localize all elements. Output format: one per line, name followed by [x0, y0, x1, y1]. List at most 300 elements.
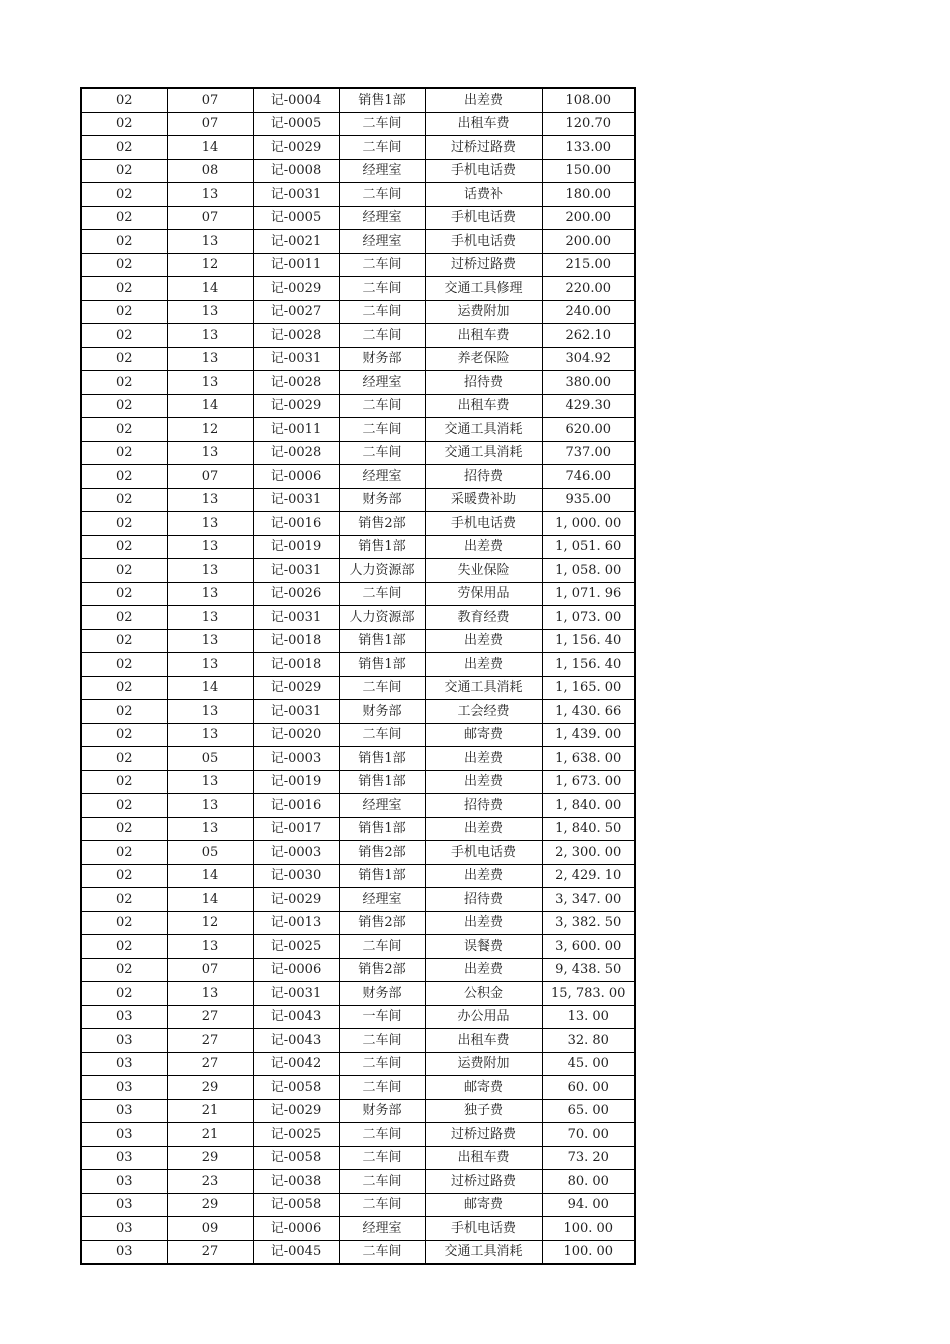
day-cell: 05 [167, 747, 253, 771]
department-cell: 二车间 [339, 1170, 425, 1194]
department-cell: 二车间 [339, 935, 425, 959]
month-cell: 02 [81, 230, 167, 254]
expense-type-cell: 公积金 [425, 982, 542, 1006]
voucher-cell: 记-0011 [253, 418, 339, 442]
voucher-cell: 记-0006 [253, 465, 339, 489]
department-cell: 销售1部 [339, 88, 425, 112]
day-cell: 13 [167, 935, 253, 959]
amount-cell: 304.92 [542, 347, 635, 371]
voucher-cell: 记-0031 [253, 606, 339, 630]
expense-type-cell: 过桥过路费 [425, 1123, 542, 1147]
day-cell: 27 [167, 1052, 253, 1076]
table-row [81, 465, 635, 489]
voucher-cell: 记-0031 [253, 982, 339, 1006]
table-row [81, 606, 635, 630]
expense-type-cell: 出差费 [425, 747, 542, 771]
table-row [81, 183, 635, 207]
voucher-cell: 记-0011 [253, 253, 339, 277]
voucher-cell: 记-0029 [253, 676, 339, 700]
month-cell: 02 [81, 159, 167, 183]
day-cell: 13 [167, 230, 253, 254]
amount-cell: 70. 00 [542, 1123, 635, 1147]
expense-type-cell: 失业保险 [425, 559, 542, 583]
table-row [81, 911, 635, 935]
voucher-cell: 记-0031 [253, 347, 339, 371]
voucher-cell: 记-0043 [253, 1005, 339, 1029]
expense-type-cell: 邮寄费 [425, 1193, 542, 1217]
table-row [81, 559, 635, 583]
department-cell: 经理室 [339, 206, 425, 230]
voucher-cell: 记-0029 [253, 888, 339, 912]
table-row [81, 394, 635, 418]
month-cell: 02 [81, 888, 167, 912]
month-cell: 02 [81, 629, 167, 653]
month-cell: 03 [81, 1193, 167, 1217]
voucher-cell: 记-0028 [253, 441, 339, 465]
expense-type-cell: 工会经费 [425, 700, 542, 724]
amount-cell: 94. 00 [542, 1193, 635, 1217]
day-cell: 07 [167, 206, 253, 230]
expense-type-cell: 出差费 [425, 770, 542, 794]
department-cell: 销售2部 [339, 512, 425, 536]
month-cell: 02 [81, 700, 167, 724]
amount-cell: 133.00 [542, 136, 635, 160]
department-cell: 经理室 [339, 159, 425, 183]
amount-cell: 1, 638. 00 [542, 747, 635, 771]
voucher-cell: 记-0027 [253, 300, 339, 324]
month-cell: 02 [81, 770, 167, 794]
department-cell: 人力资源部 [339, 559, 425, 583]
department-cell: 二车间 [339, 1052, 425, 1076]
expense-type-cell: 出差费 [425, 535, 542, 559]
day-cell: 29 [167, 1193, 253, 1217]
day-cell: 13 [167, 535, 253, 559]
department-cell: 二车间 [339, 676, 425, 700]
month-cell: 03 [81, 1240, 167, 1264]
amount-cell: 45. 00 [542, 1052, 635, 1076]
table-row [81, 1123, 635, 1147]
department-cell: 二车间 [339, 441, 425, 465]
table-row [81, 206, 635, 230]
department-cell: 二车间 [339, 418, 425, 442]
department-cell: 销售1部 [339, 817, 425, 841]
expense-type-cell: 招待费 [425, 465, 542, 489]
voucher-cell: 记-0031 [253, 488, 339, 512]
expense-type-cell: 过桥过路费 [425, 136, 542, 160]
voucher-cell: 记-0038 [253, 1170, 339, 1194]
amount-cell: 2, 429. 10 [542, 864, 635, 888]
expense-type-cell: 手机电话费 [425, 512, 542, 536]
month-cell: 02 [81, 535, 167, 559]
expense-type-cell: 出差费 [425, 864, 542, 888]
amount-cell: 3, 600. 00 [542, 935, 635, 959]
month-cell: 03 [81, 1052, 167, 1076]
amount-cell: 1, 051. 60 [542, 535, 635, 559]
day-cell: 13 [167, 700, 253, 724]
table-row [81, 582, 635, 606]
amount-cell: 120.70 [542, 112, 635, 136]
month-cell: 02 [81, 864, 167, 888]
day-cell: 14 [167, 136, 253, 160]
voucher-cell: 记-0058 [253, 1076, 339, 1100]
department-cell: 二车间 [339, 1193, 425, 1217]
day-cell: 14 [167, 888, 253, 912]
table-row [81, 1052, 635, 1076]
voucher-cell: 记-0028 [253, 324, 339, 348]
amount-cell: 215.00 [542, 253, 635, 277]
amount-cell: 32. 80 [542, 1029, 635, 1053]
amount-cell: 1, 439. 00 [542, 723, 635, 747]
department-cell: 销售1部 [339, 770, 425, 794]
department-cell: 销售2部 [339, 841, 425, 865]
month-cell: 02 [81, 982, 167, 1006]
amount-cell: 1, 430. 66 [542, 700, 635, 724]
amount-cell: 1, 073. 00 [542, 606, 635, 630]
voucher-cell: 记-0013 [253, 911, 339, 935]
department-cell: 二车间 [339, 136, 425, 160]
voucher-cell: 记-0016 [253, 794, 339, 818]
voucher-cell: 记-0025 [253, 935, 339, 959]
voucher-cell: 记-0029 [253, 1099, 339, 1123]
day-cell: 13 [167, 324, 253, 348]
day-cell: 13 [167, 982, 253, 1006]
voucher-cell: 记-0018 [253, 629, 339, 653]
table-row [81, 300, 635, 324]
voucher-cell: 记-0058 [253, 1193, 339, 1217]
month-cell: 02 [81, 183, 167, 207]
department-cell: 销售1部 [339, 653, 425, 677]
table-row [81, 535, 635, 559]
table-row [81, 277, 635, 301]
month-cell: 03 [81, 1005, 167, 1029]
department-cell: 经理室 [339, 371, 425, 395]
voucher-cell: 记-0026 [253, 582, 339, 606]
month-cell: 03 [81, 1146, 167, 1170]
day-cell: 13 [167, 794, 253, 818]
table-row [81, 1076, 635, 1100]
expense-type-cell: 误餐费 [425, 935, 542, 959]
month-cell: 02 [81, 559, 167, 583]
month-cell: 02 [81, 418, 167, 442]
department-cell: 经理室 [339, 794, 425, 818]
month-cell: 02 [81, 324, 167, 348]
expense-type-cell: 手机电话费 [425, 159, 542, 183]
expense-type-cell: 出租车费 [425, 1029, 542, 1053]
day-cell: 29 [167, 1076, 253, 1100]
month-cell: 03 [81, 1123, 167, 1147]
expense-type-cell: 手机电话费 [425, 206, 542, 230]
voucher-cell: 记-0031 [253, 183, 339, 207]
table-row [81, 1240, 635, 1264]
amount-cell: 3, 347. 00 [542, 888, 635, 912]
department-cell: 经理室 [339, 1217, 425, 1241]
table-row [81, 982, 635, 1006]
day-cell: 21 [167, 1099, 253, 1123]
department-cell: 二车间 [339, 1123, 425, 1147]
amount-cell: 429.30 [542, 394, 635, 418]
voucher-cell: 记-0005 [253, 112, 339, 136]
department-cell: 财务部 [339, 347, 425, 371]
month-cell: 02 [81, 441, 167, 465]
department-cell: 财务部 [339, 1099, 425, 1123]
expense-type-cell: 出差费 [425, 653, 542, 677]
table-row [81, 347, 635, 371]
expense-type-cell: 交通工具消耗 [425, 1240, 542, 1264]
amount-cell: 60. 00 [542, 1076, 635, 1100]
expense-type-cell: 邮寄费 [425, 1076, 542, 1100]
department-cell: 二车间 [339, 1146, 425, 1170]
expense-type-cell: 招待费 [425, 794, 542, 818]
department-cell: 二车间 [339, 253, 425, 277]
day-cell: 27 [167, 1005, 253, 1029]
expense-type-cell: 出租车费 [425, 394, 542, 418]
amount-cell: 1, 673. 00 [542, 770, 635, 794]
table-row [81, 723, 635, 747]
voucher-cell: 记-0006 [253, 958, 339, 982]
expense-type-cell: 过桥过路费 [425, 253, 542, 277]
expense-type-cell: 交通工具消耗 [425, 676, 542, 700]
table-row [81, 159, 635, 183]
amount-cell: 746.00 [542, 465, 635, 489]
expense-type-cell: 出差费 [425, 629, 542, 653]
expense-type-cell: 邮寄费 [425, 723, 542, 747]
amount-cell: 9, 438. 50 [542, 958, 635, 982]
voucher-cell: 记-0031 [253, 559, 339, 583]
month-cell: 02 [81, 817, 167, 841]
expense-type-cell: 教育经费 [425, 606, 542, 630]
month-cell: 02 [81, 512, 167, 536]
day-cell: 13 [167, 653, 253, 677]
day-cell: 13 [167, 347, 253, 371]
department-cell: 销售2部 [339, 958, 425, 982]
month-cell: 02 [81, 911, 167, 935]
amount-cell: 1, 165. 00 [542, 676, 635, 700]
table-row [81, 700, 635, 724]
voucher-cell: 记-0003 [253, 841, 339, 865]
expense-type-cell: 出差费 [425, 817, 542, 841]
table-row [81, 770, 635, 794]
department-cell: 二车间 [339, 324, 425, 348]
month-cell: 02 [81, 277, 167, 301]
expense-ledger-table [80, 87, 636, 1265]
voucher-cell: 记-0016 [253, 512, 339, 536]
day-cell: 07 [167, 112, 253, 136]
expense-type-cell: 话费补 [425, 183, 542, 207]
department-cell: 经理室 [339, 230, 425, 254]
voucher-cell: 记-0018 [253, 653, 339, 677]
voucher-cell: 记-0019 [253, 535, 339, 559]
expense-type-cell: 采暖费补助 [425, 488, 542, 512]
month-cell: 02 [81, 747, 167, 771]
table-row [81, 136, 635, 160]
table-row [81, 112, 635, 136]
month-cell: 02 [81, 253, 167, 277]
department-cell: 二车间 [339, 183, 425, 207]
department-cell: 经理室 [339, 465, 425, 489]
amount-cell: 150.00 [542, 159, 635, 183]
table-row [81, 794, 635, 818]
expense-type-cell: 招待费 [425, 888, 542, 912]
table-row [81, 324, 635, 348]
day-cell: 13 [167, 441, 253, 465]
table-row [81, 230, 635, 254]
day-cell: 23 [167, 1170, 253, 1194]
table-row [81, 88, 635, 112]
day-cell: 13 [167, 183, 253, 207]
amount-cell: 65. 00 [542, 1099, 635, 1123]
voucher-cell: 记-0058 [253, 1146, 339, 1170]
department-cell: 二车间 [339, 277, 425, 301]
table-row [81, 935, 635, 959]
amount-cell: 80. 00 [542, 1170, 635, 1194]
expense-type-cell: 出租车费 [425, 324, 542, 348]
table-row [81, 1029, 635, 1053]
voucher-cell: 记-0030 [253, 864, 339, 888]
expense-type-cell: 出差费 [425, 958, 542, 982]
day-cell: 21 [167, 1123, 253, 1147]
day-cell: 13 [167, 629, 253, 653]
month-cell: 02 [81, 582, 167, 606]
expense-type-cell: 手机电话费 [425, 841, 542, 865]
voucher-cell: 记-0008 [253, 159, 339, 183]
day-cell: 13 [167, 606, 253, 630]
day-cell: 13 [167, 488, 253, 512]
department-cell: 销售1部 [339, 629, 425, 653]
day-cell: 12 [167, 911, 253, 935]
amount-cell: 1, 156. 40 [542, 629, 635, 653]
day-cell: 13 [167, 723, 253, 747]
day-cell: 27 [167, 1029, 253, 1053]
table-row [81, 512, 635, 536]
day-cell: 14 [167, 394, 253, 418]
department-cell: 销售1部 [339, 535, 425, 559]
ledger-body [81, 88, 635, 1264]
table-row [81, 1005, 635, 1029]
expense-type-cell: 出租车费 [425, 112, 542, 136]
month-cell: 02 [81, 136, 167, 160]
day-cell: 13 [167, 300, 253, 324]
day-cell: 13 [167, 817, 253, 841]
amount-cell: 13. 00 [542, 1005, 635, 1029]
voucher-cell: 记-0020 [253, 723, 339, 747]
voucher-cell: 记-0031 [253, 700, 339, 724]
department-cell: 一车间 [339, 1005, 425, 1029]
month-cell: 02 [81, 488, 167, 512]
amount-cell: 620.00 [542, 418, 635, 442]
day-cell: 07 [167, 88, 253, 112]
expense-type-cell: 交通工具消耗 [425, 418, 542, 442]
month-cell: 02 [81, 676, 167, 700]
amount-cell: 1, 840. 50 [542, 817, 635, 841]
voucher-cell: 记-0042 [253, 1052, 339, 1076]
department-cell: 二车间 [339, 1029, 425, 1053]
amount-cell: 1, 840. 00 [542, 794, 635, 818]
table-row [81, 253, 635, 277]
amount-cell: 15, 783. 00 [542, 982, 635, 1006]
expense-type-cell: 出租车费 [425, 1146, 542, 1170]
voucher-cell: 记-0029 [253, 394, 339, 418]
day-cell: 12 [167, 418, 253, 442]
table-row [81, 676, 635, 700]
amount-cell: 2, 300. 00 [542, 841, 635, 865]
voucher-cell: 记-0045 [253, 1240, 339, 1264]
month-cell: 02 [81, 206, 167, 230]
table-row [81, 441, 635, 465]
expense-type-cell: 劳保用品 [425, 582, 542, 606]
voucher-cell: 记-0029 [253, 136, 339, 160]
expense-type-cell: 办公用品 [425, 1005, 542, 1029]
expense-type-cell: 手机电话费 [425, 230, 542, 254]
department-cell: 销售2部 [339, 911, 425, 935]
month-cell: 02 [81, 841, 167, 865]
department-cell: 经理室 [339, 888, 425, 912]
department-cell: 销售1部 [339, 864, 425, 888]
voucher-cell: 记-0025 [253, 1123, 339, 1147]
month-cell: 02 [81, 371, 167, 395]
table-row [81, 653, 635, 677]
expense-type-cell: 养老保险 [425, 347, 542, 371]
month-cell: 02 [81, 347, 167, 371]
table-row [81, 841, 635, 865]
month-cell: 02 [81, 112, 167, 136]
day-cell: 09 [167, 1217, 253, 1241]
department-cell: 二车间 [339, 582, 425, 606]
day-cell: 07 [167, 465, 253, 489]
day-cell: 29 [167, 1146, 253, 1170]
department-cell: 二车间 [339, 300, 425, 324]
amount-cell: 380.00 [542, 371, 635, 395]
department-cell: 二车间 [339, 394, 425, 418]
month-cell: 03 [81, 1076, 167, 1100]
expense-type-cell: 手机电话费 [425, 1217, 542, 1241]
expense-type-cell: 运费附加 [425, 1052, 542, 1076]
table-row [81, 1193, 635, 1217]
amount-cell: 200.00 [542, 230, 635, 254]
day-cell: 13 [167, 770, 253, 794]
department-cell: 财务部 [339, 488, 425, 512]
table-row [81, 888, 635, 912]
day-cell: 13 [167, 371, 253, 395]
amount-cell: 3, 382. 50 [542, 911, 635, 935]
expense-type-cell: 招待费 [425, 371, 542, 395]
expense-type-cell: 交通工具消耗 [425, 441, 542, 465]
voucher-cell: 记-0028 [253, 371, 339, 395]
day-cell: 13 [167, 512, 253, 536]
amount-cell: 1, 071. 96 [542, 582, 635, 606]
voucher-cell: 记-0004 [253, 88, 339, 112]
amount-cell: 180.00 [542, 183, 635, 207]
table-row [81, 958, 635, 982]
table-row [81, 629, 635, 653]
amount-cell: 1, 000. 00 [542, 512, 635, 536]
table-row [81, 1217, 635, 1241]
month-cell: 02 [81, 935, 167, 959]
month-cell: 03 [81, 1217, 167, 1241]
table-row [81, 747, 635, 771]
day-cell: 14 [167, 277, 253, 301]
day-cell: 27 [167, 1240, 253, 1264]
day-cell: 12 [167, 253, 253, 277]
amount-cell: 262.10 [542, 324, 635, 348]
voucher-cell: 记-0017 [253, 817, 339, 841]
table-row [81, 1170, 635, 1194]
department-cell: 人力资源部 [339, 606, 425, 630]
voucher-cell: 记-0006 [253, 1217, 339, 1241]
expense-type-cell: 独子费 [425, 1099, 542, 1123]
table-row [81, 817, 635, 841]
table-row [81, 371, 635, 395]
expense-type-cell: 运费附加 [425, 300, 542, 324]
